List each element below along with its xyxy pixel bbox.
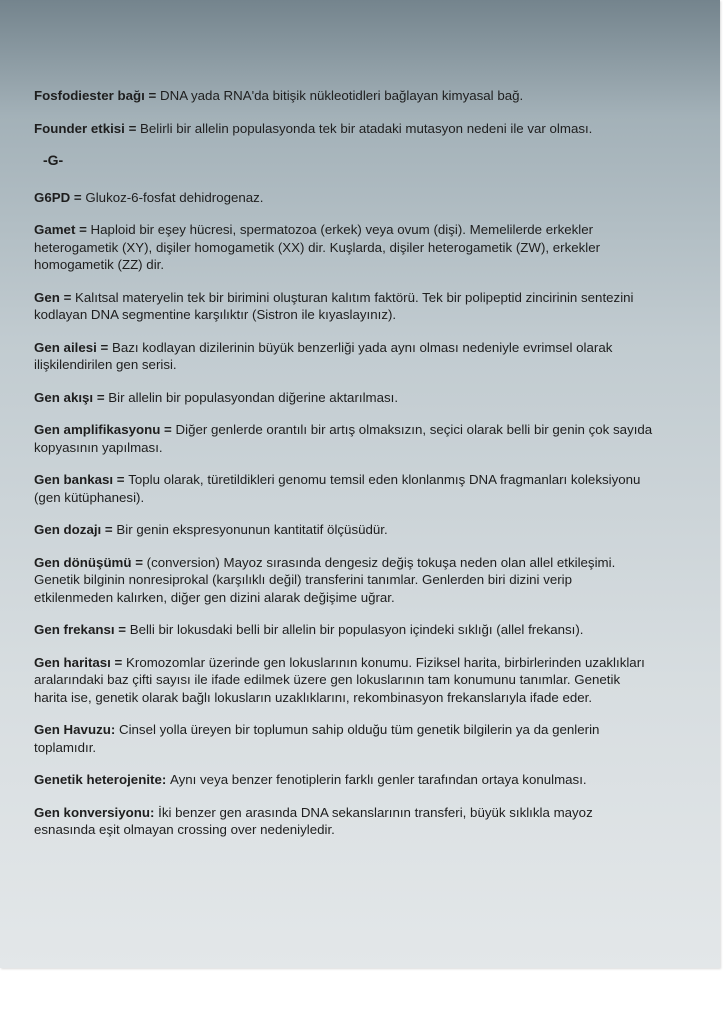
glossary-entry (34, 721, 654, 756)
entry-separator: = (131, 554, 147, 570)
entry-term: Gen konversiyonu: (34, 804, 155, 820)
glossary-entry (34, 189, 654, 207)
entry-term: Gen bankası (34, 472, 114, 487)
glossary-entry (34, 804, 654, 839)
entry-term: Gen frekansı (34, 622, 115, 637)
entry-separator: = (101, 522, 117, 537)
entry-definition: Cinsel yolla üreyen bir toplumun sahip olduğu tüm genetik bilgilerin ya da genlerin toplamıdır. (34, 722, 600, 755)
entry-separator: = (59, 289, 76, 305)
entry-separator: = (93, 389, 109, 405)
entry-definition: (conversion) Mayoz sırasında dengesiz değiş tokuşa neden olan allel etkileşimi. Genetik bilginin nonresiprokal (karşılıklı değil) transferini tanımlar. Genlerden biri dizini verip etkilenmeden kalırken, diğer gen dizini alarak değişime uğrar. (34, 554, 616, 605)
glossary-entry (34, 471, 654, 506)
entry-separator: = (75, 222, 91, 237)
entry-term: Gen (34, 289, 60, 305)
entry-term: G6PD (34, 189, 71, 205)
entry-definition: İki benzer gen arasında DNA sekanslarının transferi, büyük sıklıkla mayoz esnasında eşit olmayan crossing over nedeniyledir. (34, 804, 593, 837)
entry-separator: = (124, 120, 141, 136)
entry-definition: Toplu olarak, türetildikleri genomu temsil eden klonlanmış DNA fragmanları koleksiyonu (gen kütüphanesi). (34, 472, 641, 505)
entry-separator: = (110, 654, 127, 670)
glossary-entry (34, 289, 654, 324)
glossary-entry (34, 554, 654, 607)
entry-separator: = (70, 189, 86, 205)
glossary-entry (34, 87, 654, 105)
glossary-entry (34, 521, 654, 539)
entry-definition: Belirli bir allelin populasyonda tek bir atadaki mutasyon nedeni ile var olması. (140, 120, 593, 136)
glossary-entry (34, 654, 654, 707)
glossary-entry (34, 221, 654, 274)
entry-definition: Kromozomlar üzerinde gen lokuslarının konumu. Fiziksel harita, birbirlerinden uzaklıkları aralarındaki baz çifti sayısı ile ifade edilmek üzere gen lokuslarının tam konumunu tanımlar. Genetik harita ise, genetik olarak bağlı lokusların uzaklıklarını, rekombinasyon frekanslarıyla ifade eder. (34, 654, 645, 705)
entry-definition: Kalıtsal materyelin tek bir birimini oluşturan kalıtım faktörü. Tek bir polipeptid zincirinin sentezini kodlayan DNA segmentine karşılıktır (Sistron ile kıyaslayınız). (34, 289, 634, 322)
entry-term: Fosfodiester bağı (34, 88, 145, 103)
entry-term: Founder etkisi (34, 120, 125, 136)
glossary-content (34, 87, 654, 854)
entry-term: Gamet (34, 222, 76, 237)
entry-term: Gen haritası (34, 654, 111, 670)
entry-separator: = (144, 88, 160, 103)
entry-term: Genetik heterojenite: (34, 772, 167, 787)
entry-separator: : (110, 722, 119, 737)
entry-term: Gen akışı (34, 389, 94, 405)
entry-definition: Bir genin ekspresyonunun kantitatif ölçüsüdür. (116, 522, 388, 537)
entry-term: Gen dönüşümü (34, 554, 132, 570)
entry-definition: DNA yada RNA'da bitişik nükleotidleri bağlayan kimyasal bağ. (159, 88, 524, 103)
entry-separator: = (96, 339, 112, 355)
entry-separator: = (114, 622, 130, 637)
glossary-entry (34, 389, 654, 407)
glossary-entry (34, 339, 654, 374)
entry-term: Gen dozajı (34, 522, 102, 537)
entry-definition: Bir allelin bir populasyondan diğerine aktarılması. (108, 389, 399, 405)
entry-term: Gen ailesi (34, 339, 97, 355)
glossary-entry (34, 421, 654, 456)
entry-definition: Glukoz-6-fosfat dehidrogenaz. (85, 189, 264, 205)
entry-term: Gen amplifikasyonu (34, 422, 161, 437)
entry-definition: Haploid bir eşey hücresi, spermatozoa (erkek) veya ovum (dişi). Memelilerde erkekler heterogametik (XY), dişiler homogametik (XX) dir. Kuşlarda, dişiler heterogametik (ZW), erkekler homogametik (ZZ) dir. (34, 222, 601, 272)
entry-definition: Belli bir lokusdaki belli bir allelin bir populasyon içindeki sıklığı (allel frekansı). (129, 622, 584, 637)
entry-definition: Bazı kodlayan dizilerinin büyük benzerliği yada aynı olması nedeniyle evrimsel olarak ilişkilendirilen gen serisi. (34, 339, 613, 372)
entry-definition: Diğer genlerde orantılı bir artış olmaksızın, seçici olarak belli bir genin çok sayıda kopyasının yapılması. (34, 422, 653, 455)
entry-separator: = (160, 422, 176, 437)
glossary-entry (34, 621, 654, 639)
glossary-entry (34, 771, 654, 789)
entry-term: Gen Havuzu (34, 722, 111, 737)
section-heading: -G- (43, 152, 64, 168)
entry-definition: Aynı veya benzer fenotiplerin farklı genler tarafından ortaya konulması. (169, 772, 587, 787)
entry-separator: = (113, 472, 129, 487)
glossary-entry (34, 120, 654, 138)
